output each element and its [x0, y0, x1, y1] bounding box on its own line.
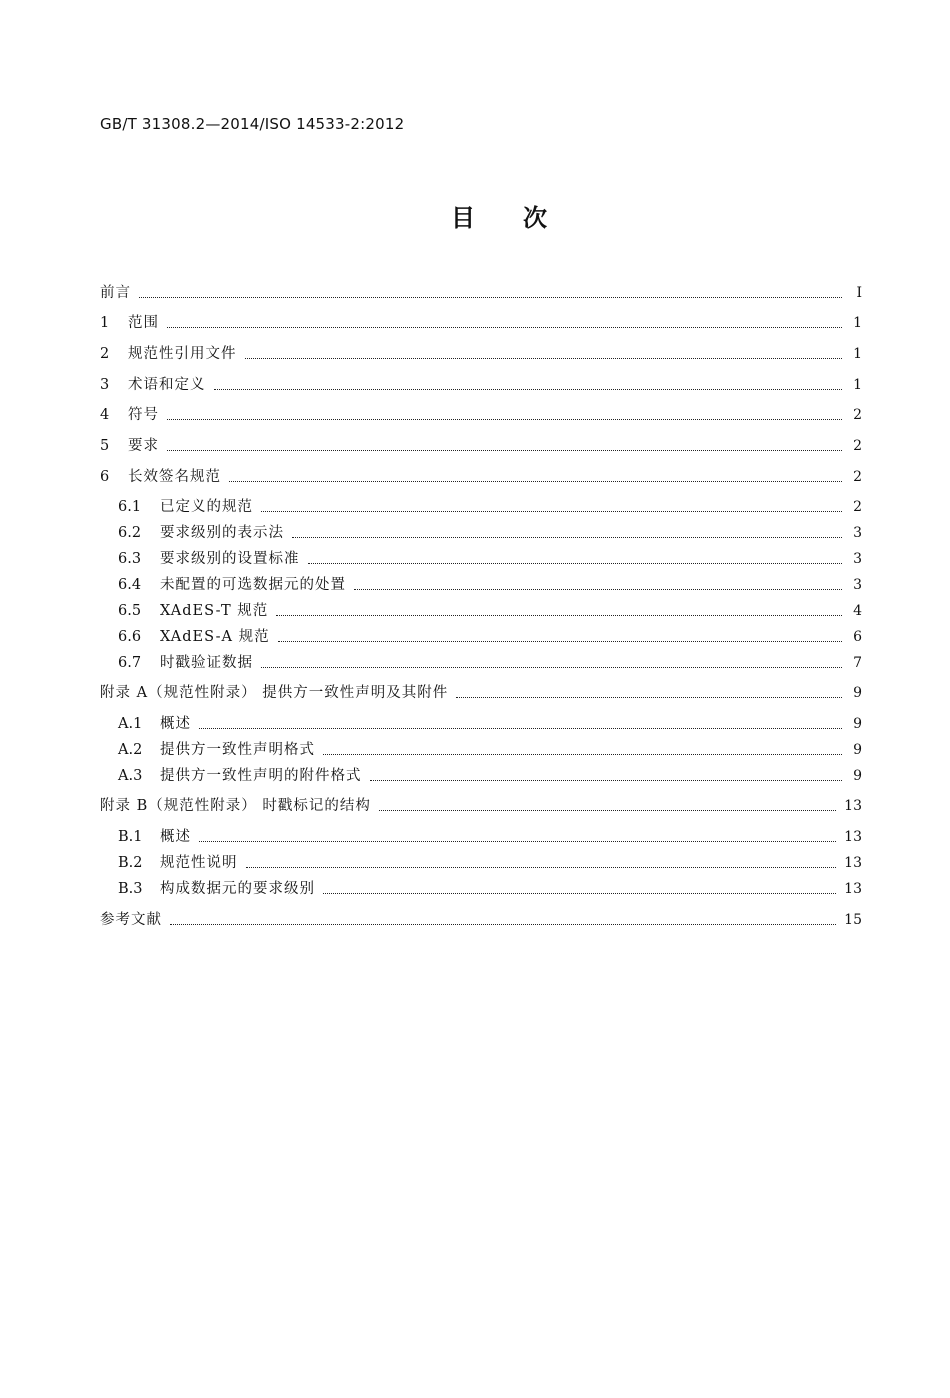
dot-leader — [261, 511, 842, 512]
toc-entry-number: 6.5 — [118, 603, 142, 619]
toc-entry-page-number: 2 — [853, 438, 862, 454]
toc-entry-label: 长效签名规范 — [128, 469, 221, 485]
toc-entry-label: 符号 — [128, 407, 159, 423]
toc-entry-page-number: 7 — [853, 655, 862, 671]
dot-leader — [170, 924, 836, 925]
toc-entry[interactable] — [100, 343, 862, 365]
toc-entry-number: 6.2 — [118, 525, 142, 541]
toc-entry-page-number: 9 — [853, 716, 862, 732]
toc-entry[interactable] — [118, 522, 862, 544]
toc-entry[interactable] — [118, 548, 862, 570]
toc-entry-label: 未配置的可选数据元的处置 — [160, 577, 346, 593]
dot-leader — [354, 589, 842, 590]
dot-leader — [199, 728, 842, 729]
dot-leader — [261, 667, 842, 668]
toc-entry[interactable] — [118, 496, 862, 518]
toc-entry[interactable] — [118, 765, 862, 787]
toc-entry-label: 已定义的规范 — [160, 499, 253, 515]
toc-entry-number: 6 — [100, 469, 110, 485]
dot-leader — [245, 358, 843, 359]
dot-leader — [276, 615, 842, 616]
toc-entry[interactable] — [118, 739, 862, 761]
toc-entry-page-number: 13 — [844, 855, 862, 871]
toc-entry-label: 概述 — [160, 716, 191, 732]
toc-entry-page-number: 13 — [844, 798, 862, 814]
page-title: 目次 — [451, 204, 595, 232]
toc-entry-page-number: 1 — [853, 315, 862, 331]
toc-entry[interactable] — [100, 466, 862, 488]
toc-entry-page-number: 1 — [853, 377, 862, 393]
dot-leader — [167, 327, 842, 328]
toc-entry[interactable] — [118, 826, 862, 848]
dot-leader — [167, 450, 842, 451]
dot-leader — [167, 419, 842, 420]
toc-entry[interactable] — [118, 574, 862, 596]
toc-entry-label: 范围 — [128, 315, 159, 331]
toc-entry-number: A.3 — [118, 768, 143, 784]
toc-entry-page-number: 2 — [853, 469, 862, 485]
toc-entry[interactable] — [100, 282, 862, 304]
toc-entry-page-number: 9 — [853, 685, 862, 701]
dot-leader — [323, 893, 836, 894]
toc-entry[interactable] — [100, 909, 862, 931]
toc-entry-number: 5 — [100, 438, 110, 454]
dot-leader — [199, 841, 836, 842]
toc-entry-label: 概述 — [160, 829, 191, 845]
dot-leader — [308, 563, 843, 564]
toc-entry-label: 要求 — [128, 438, 159, 454]
dot-leader — [456, 697, 842, 698]
toc-entry-label: 要求级别的设置标准 — [160, 551, 300, 567]
toc-entry-page-number: 13 — [844, 829, 862, 845]
dot-leader — [214, 389, 843, 390]
standard-code-header — [100, 115, 404, 133]
dot-leader — [379, 810, 836, 811]
toc-entry-number: 4 — [100, 407, 110, 423]
toc-entry-label: 构成数据元的要求级别 — [160, 881, 315, 897]
toc-entry-page-number: 3 — [853, 551, 862, 567]
toc-entry-number: 6.6 — [118, 629, 142, 645]
toc-entry-page-number: 1 — [853, 346, 862, 362]
toc-entry-label: 附录 B（规范性附录） 时戳标记的结构 — [100, 798, 371, 814]
toc-entry-label: 参考文献 — [100, 912, 162, 928]
dot-leader — [278, 641, 842, 642]
toc-entry-number: B.2 — [118, 855, 143, 871]
toc-entry-number: 2 — [100, 346, 110, 362]
toc-entry-page-number: 3 — [853, 577, 862, 593]
dot-leader — [229, 481, 842, 482]
toc-entry-label: 规范性说明 — [160, 855, 238, 871]
toc-entry-page-number: 9 — [853, 742, 862, 758]
toc-entry[interactable] — [100, 374, 862, 396]
toc-entry-page-number: 4 — [853, 603, 862, 619]
toc-entry[interactable] — [100, 435, 862, 457]
toc-entry[interactable] — [100, 312, 862, 334]
dot-leader — [246, 867, 837, 868]
standard-code: GB/T 31308.2—2014/ISO 14533-2:2012 — [100, 115, 405, 133]
toc-entry-label: XAdES-A 规范 — [160, 629, 270, 645]
toc-entry-label: 提供方一致性声明格式 — [160, 742, 315, 758]
toc-entry-label: 规范性引用文件 — [128, 346, 237, 362]
toc-entry-number: 6.1 — [118, 499, 142, 515]
toc-entry-number: B.1 — [118, 829, 143, 845]
toc-entry[interactable] — [100, 795, 862, 817]
toc-entry-number: 6.7 — [118, 655, 142, 671]
toc-entry-number: 3 — [100, 377, 110, 393]
toc-entry-number: A.1 — [118, 716, 143, 732]
toc-entry[interactable] — [118, 626, 862, 648]
toc-entry-page-number: 9 — [853, 768, 862, 784]
dot-leader — [370, 780, 843, 781]
toc-entry-label: 时戳验证数据 — [160, 655, 253, 671]
toc-entry-page-number: 2 — [853, 407, 862, 423]
toc-entry-page-number: 13 — [844, 881, 862, 897]
toc-entry-number: B.3 — [118, 881, 143, 897]
toc-entry[interactable] — [100, 404, 862, 426]
toc-entry[interactable] — [118, 600, 862, 622]
toc-entry-page-number: Ⅰ — [856, 285, 862, 301]
toc-entry-number: 6.3 — [118, 551, 142, 567]
toc-entry[interactable] — [118, 878, 862, 900]
dot-leader — [292, 537, 842, 538]
toc-entry-page-number: 6 — [853, 629, 862, 645]
toc-entry-label: XAdES-T 规范 — [160, 603, 269, 619]
toc-entry-page-number: 3 — [853, 525, 862, 541]
dot-leader — [139, 297, 842, 298]
toc-entry[interactable] — [118, 652, 862, 674]
toc-entry-number: 6.4 — [118, 577, 142, 593]
toc-entry[interactable] — [100, 682, 862, 704]
toc-entry-label: 附录 A（规范性附录） 提供方一致性声明及其附件 — [100, 685, 449, 701]
toc-entry-page-number: 2 — [853, 499, 862, 515]
toc-entry[interactable] — [118, 713, 862, 735]
toc-entry[interactable] — [118, 852, 862, 874]
dot-leader — [323, 754, 842, 755]
toc-entry-label: 术语和定义 — [128, 377, 206, 393]
toc-entry-number: 1 — [100, 315, 110, 331]
toc-entry-label: 要求级别的表示法 — [160, 525, 284, 541]
toc-entry-page-number: 15 — [844, 912, 862, 928]
toc-entry-label: 提供方一致性声明的附件格式 — [160, 768, 362, 784]
toc-entry-label: 前言 — [100, 285, 131, 301]
toc-entry-number: A.2 — [118, 742, 143, 758]
